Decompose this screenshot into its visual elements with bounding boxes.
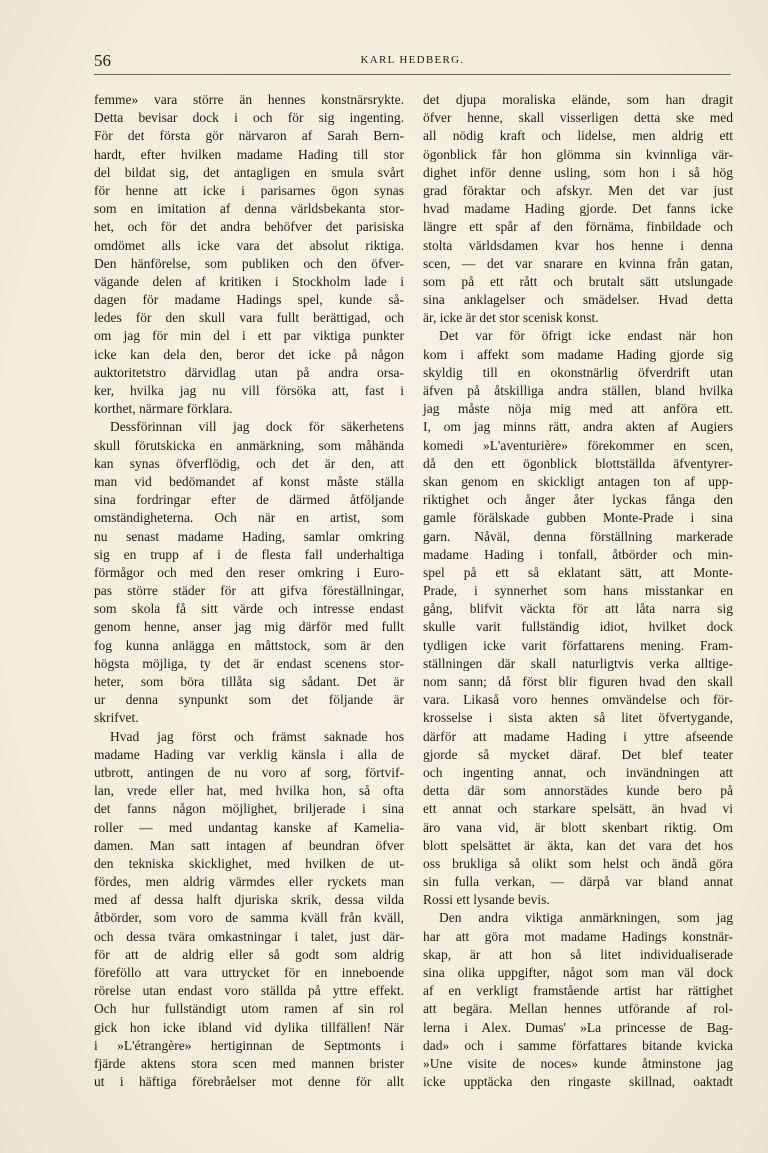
text-line: komedi »L'aventurière» förekommer en scen,	[423, 437, 733, 453]
text-line: som en imitation af denna världsbekanta stor-	[94, 201, 404, 217]
text-line: åtbörder, som voro de samma kväll från kväll,	[94, 910, 404, 926]
text-line: äro vana vid, är blott skenbart riktig. Om	[423, 819, 733, 835]
text-line: nom sann; då först blir figuren hvad den skall	[423, 674, 733, 689]
text-line: auktoritetstro därvidlag utan på andra orsa-	[94, 364, 404, 380]
text-line: madame Hading i tonfall, åtbörder och min-	[423, 546, 733, 562]
text-line: oss brukliga så olikt som helst och ändå göra	[423, 855, 733, 871]
text-line: nu senast madame Hading, samlar omkring	[94, 528, 404, 544]
text-line: jag måste nöja mig med att anföra ett.	[423, 401, 733, 417]
text-line: »Une visite de noces» kunde åtminstone jag	[423, 1055, 733, 1071]
text-line: därför att madame Hading i yttre afseende	[423, 728, 733, 744]
text-line: omständigheterna. Och när en artist, som	[94, 510, 404, 526]
text-line: sina anklagelser och smädelser. Hvad detta	[423, 292, 733, 308]
text-line: heter, som böra tillåta sig sådant. Det är	[94, 674, 404, 689]
text-line: ledes för den skull vara fullt berättigad, och	[94, 310, 404, 326]
text-line: Rossi ett lysande bevis.	[423, 892, 550, 908]
text-line: kan synas öfverflödig, och det är den, att	[94, 455, 404, 471]
text-line: hardt, efter hvilken madame Hading till stor	[94, 146, 404, 162]
text-line: skap, är att hon så litet individualiserade	[423, 946, 733, 962]
text-line: ut i häftiga förebråelser mot denne för allt	[94, 1074, 404, 1090]
text-line: roller — med undantag kanske af Kamelia-	[94, 819, 404, 835]
text-line: tydligen icke varit författarens mening. Fram-	[423, 637, 733, 653]
text-line: riktighet och ånger åter lyckas fånga den	[423, 492, 733, 508]
text-line: gjorde så mycket däraf. Det blef teater	[423, 746, 733, 762]
text-line: ställningen där skall naturligtvis verka alltige-	[423, 655, 733, 671]
text-line: sina fordringar efter de därmed åtföljande	[94, 492, 404, 508]
text-line: icke upptäcka den ringaste skillnad, oaktadt	[423, 1074, 733, 1090]
text-line: då den ett ögonblick blottställda äfventyrer-	[423, 455, 733, 471]
text-line: Prade, i synnerhet som hans misstankar en	[423, 583, 733, 599]
text-line: att begära. Mellan hennes utförande af rol-	[423, 1001, 733, 1017]
text-line: Det var för öfrigt icke endast när hon	[439, 328, 733, 344]
text-line: skull förutskicka en anmärkning, som måhända	[94, 437, 404, 453]
text-line: som på ett rått och brutalt sätt utslungade	[423, 273, 733, 289]
text-line: skulle varit fullständig idiot, hvilket dock	[423, 619, 733, 635]
text-line: som skola få sitt värde och intresse endast	[94, 601, 404, 617]
text-line: den tekniska skicklighet, med hvilken de ut-	[94, 855, 404, 871]
text-line: Den andra viktiga anmärkningen, som jag	[439, 910, 733, 926]
text-line: utbrott, antingen de nu voro af sorg, förtvif-	[94, 764, 404, 780]
text-line: dighet inför denne usling, som hon i så hög	[423, 164, 733, 180]
text-line: ögonblick får hon glömma sin kvinnliga vär-	[423, 146, 733, 162]
text-line: rörelse utan endast voro ställda på yttre effekt.	[94, 983, 404, 999]
text-line: föreföllo att vara uttrycket för en inneboende	[94, 965, 404, 980]
text-line: och dessa tvära omkastningar i talet, just där-	[94, 928, 404, 944]
text-line: Hvad jag först och främst saknade hos	[110, 728, 404, 744]
left-text-column	[94, 91, 404, 1091]
text-line: om jag för min del i ett par viktiga punkter	[94, 328, 404, 344]
page-number: 56	[94, 51, 111, 70]
text-line: det fanns någon möjlighet, briljerade i sina	[94, 801, 404, 817]
text-line: längre ett spår af den förnäma, finbildade och	[423, 219, 733, 235]
text-line: lan, vrede eller hat, med hvilka hon, så ofta	[94, 783, 404, 799]
text-line: madame Hading var verklig känsla i alla de	[94, 746, 404, 762]
text-line: sin fulla verkan, — därpå var bland annat	[423, 874, 733, 890]
text-line: fjärde aktens stora scen med mannen brister	[94, 1055, 404, 1071]
text-line: icke kan dela den, beror det icke på någon	[94, 346, 404, 362]
text-line: Den hänförelse, som publiken och den öfver-	[94, 255, 404, 271]
text-line: omdömet alls icke vara det absolut riktiga.	[94, 237, 404, 253]
text-line: sig en trupp af i de flesta fall underhaltiga	[94, 546, 404, 562]
text-line: fog kunna anlägga en måttstock, som är den	[94, 637, 404, 653]
text-line: kom i affekt som madame Hading gjorde sig	[423, 346, 733, 362]
text-line: dagen för madame Hadings spel, kunde så-	[94, 292, 404, 308]
text-line: öfver henne, skall visserligen detta ske med	[423, 110, 733, 126]
text-line: har att göra mot madame Hadings konstnär-	[423, 928, 733, 944]
text-line: vara. Likaså voro hennes omvändelse och för-	[423, 692, 733, 708]
text-line: gamle förälskade gubben Monte-Prade i sina	[423, 510, 733, 526]
text-line: är, icke är det stor scenisk konst.	[423, 310, 599, 326]
text-line: all nödig kraft och lidelse, men aldrig ett	[423, 128, 733, 144]
text-line: dad» och i samme författares bitande kvicka	[423, 1037, 733, 1053]
text-line: äfven på åtskilliga andra ställen, bland hvilka	[423, 383, 733, 398]
text-line: fördes, men aldrig värmdes eller ryckets man	[94, 874, 404, 890]
text-line: femme» vara större än hennes konstnärsrykte.	[94, 92, 404, 107]
text-line: förmågor och med den reser omkring i Euro-	[94, 564, 404, 580]
text-line: stolta världsdamen kvar hos henne i denna	[423, 237, 733, 253]
page-header	[94, 50, 731, 75]
text-line: det djupa moraliska elände, som han dragit	[423, 92, 733, 107]
text-line: Detta bevisar dock i och för sig ingenting.	[94, 110, 404, 126]
text-line: skan genom en skickligt antagen ton af upp-	[423, 473, 733, 489]
text-line: sina olika uppgifter, något som man väl dock	[423, 965, 733, 980]
text-line: hvad madame Hading gjorde. Det fanns icke	[423, 201, 733, 217]
text-line: i »L'étrangère» hertiginnan de Septmonts i	[94, 1037, 404, 1053]
text-line: genom henne, anser jag mig därför med fullt	[94, 619, 404, 635]
text-line: för att de aldrig eller så godt som aldrig	[94, 946, 404, 962]
text-line: spel på ett så eklatant sätt, att Monte-	[423, 564, 733, 580]
text-line: ur denna synpunkt som det följande är	[94, 692, 404, 708]
text-line: Och hur fullständigt utom ramen af sin rol	[94, 1001, 404, 1017]
text-line: korthet, närmare förklara.	[94, 401, 233, 417]
running-head: KARL HEDBERG.	[360, 54, 465, 66]
text-line: del bildat sig, det antagligen en smula svårt	[94, 164, 404, 180]
text-line: krosselse i sista akten så litet öfvertygande,	[423, 710, 733, 726]
text-line: vägande delen af kritiken i Stockholm lade i	[94, 273, 404, 289]
text-line: skrifvet.	[94, 710, 139, 726]
text-line: detta där som annorstädes kunde bero på	[423, 783, 733, 799]
text-line: het, och för det andra behöfver det parisiska	[94, 219, 404, 235]
text-line: I, om jag minns rätt, andra akten af Augiers	[423, 419, 733, 435]
text-line: scen, — det var snarare en kvinna från gatan,	[423, 255, 733, 271]
text-line: af en verkligt framstående artist har rättighet	[423, 983, 733, 999]
text-line: pas större städer för att gifva föreställningar,	[94, 583, 404, 599]
text-line: damen. Man satt intagen af beundran öfver	[94, 837, 404, 853]
text-line: man vid bedömandet af konst måste ställa	[94, 473, 404, 489]
text-line: gång, blifvit väckta för att låta narra sig	[423, 601, 733, 617]
text-line: för henne att icke i parisarnes ögon synas	[94, 182, 404, 198]
text-line: och ingenting annat, och invändningen att	[423, 764, 733, 780]
text-line: För det första gör närvaron af Sarah Bern-	[94, 128, 404, 144]
text-line: blott spelsättet är äkta, kan det vara det hos	[423, 837, 733, 853]
text-line: med af dessa halft djuriska skrik, dessa vilda	[94, 892, 404, 908]
text-line: grad föraktar och afskyr. Men det var just	[423, 182, 733, 198]
text-line: skyldig till en okonstnärlig öfverdrift utan	[423, 364, 733, 380]
right-text-column	[423, 91, 733, 1091]
text-line: ett annat och starkare spelsätt, än hvad vi	[423, 801, 733, 817]
text-line: högsta möjliga, ty det är endast scenens stor-	[94, 655, 404, 671]
text-line: ker, hvilka jag nu vill försöka att, fast i	[94, 383, 404, 398]
text-line: gick hon icke ibland vid dylika tillfällen! När	[94, 1019, 404, 1035]
text-line: garn. Nåväl, denna förställning markerade	[423, 528, 733, 544]
text-line: Dessförinnan vill jag dock för säkerhetens	[110, 419, 404, 435]
text-line: lerna i Alex. Dumas' »La princesse de Bag-	[423, 1019, 733, 1035]
